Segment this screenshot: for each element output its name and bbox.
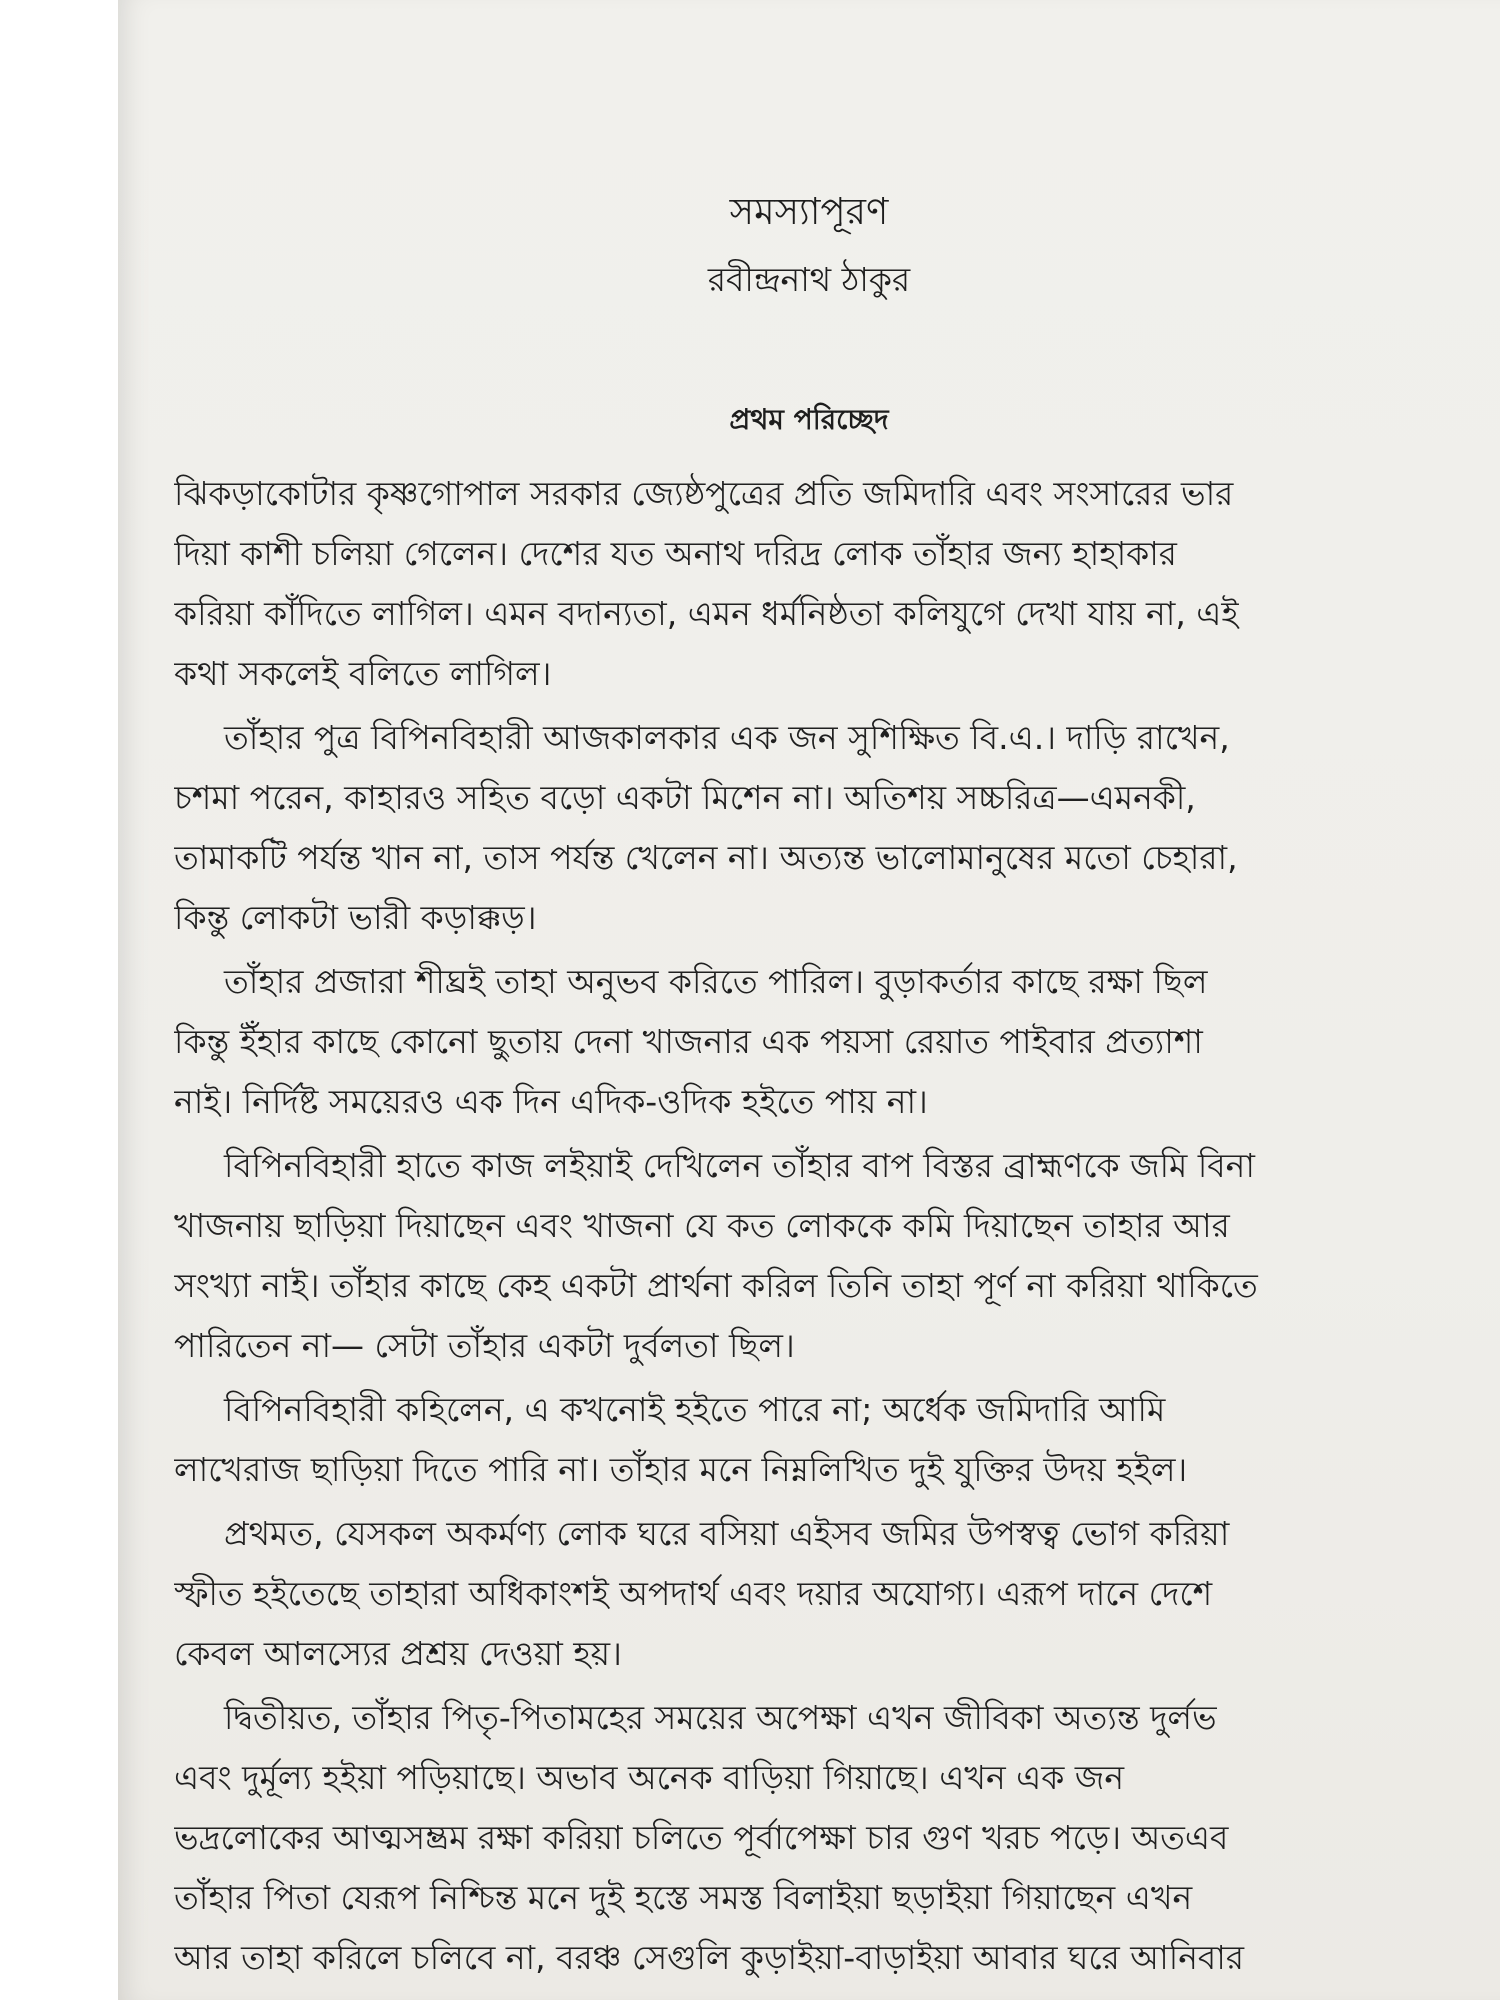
text-line: কথা সকলেই বলিতে লাগিল। <box>174 654 552 693</box>
text-line: আর তাহা করিলে চলিবে না, বরঞ্চ সেগুলি কুড়াইয়া-বাড়াইয়া আবার ঘরে আনিবার <box>174 1938 1245 1977</box>
text-line: বিপিনবিহারী হাতে কাজ লইয়াই দেখিলেন তাঁহার বাপ বিস্তর ব্রাহ্মণকে জমি বিনা <box>224 1146 1255 1185</box>
author-name: রবীন্দ্রনাথ ঠাকুর <box>707 260 911 299</box>
body-text <box>174 464 1429 1992</box>
paragraph <box>174 708 1429 948</box>
text-line: নাই। নির্দিষ্ট সময়েরও এক দিন এদিক-ওদিক হইতে পায় না। <box>174 1082 928 1121</box>
paragraph <box>174 464 1429 704</box>
text-line: তামাকটি পর্যন্ত খান না, তাস পর্যন্ত খেলেন না। অত্যন্ত ভালোমানুষের মতো চেহারা, <box>174 838 1238 877</box>
text-line: ঝিকড়াকোটার কৃষ্ণগোপাল সরকার জ্যেষ্ঠপুত্রের প্রতি জমিদারি এবং সংসারের ভার <box>174 474 1234 513</box>
text-line: প্রথমত, যেসকল অকর্মণ্য লোক ঘরে বসিয়া এইসব জমির উপস্বত্ব ভোগ করিয়া <box>224 1514 1230 1553</box>
text-line: এবং দুর্মূল্য হইয়া পড়িয়াছে। অভাব অনেক বাড়িয়া গিয়াছে। এখন এক জন <box>174 1758 1125 1797</box>
text-line: লাখেরাজ ছাড়িয়া দিতে পারি না। তাঁহার মনে নিম্নলিখিত দুই যুক্তির উদয় হইল। <box>174 1450 1188 1489</box>
text-line: দিয়া কাশী চলিয়া গেলেন। দেশের যত অনাথ দরিদ্র লোক তাঁহার জন্য হাহাকার <box>174 534 1177 573</box>
text-line: বিপিনবিহারী কহিলেন, এ কখনোই হইতে পারে না; অর্ধেক জমিদারি আমি <box>224 1390 1166 1429</box>
text-line: কিন্তু ইঁহার কাছে কোনো ছুতায় দেনা খাজনার এক পয়সা রেয়াত পাইবার প্রত্যাশা <box>174 1022 1203 1061</box>
paragraph <box>174 1136 1429 1376</box>
text-line: তাঁহার পুত্র বিপিনবিহারী আজকালকার এক জন সুশিক্ষিত বি.এ.। দাড়ি রাখেন, <box>224 718 1230 757</box>
story-title: সমস্যাপূরণ <box>729 190 889 233</box>
text-line: কিন্তু লোকটা ভারী কড়াক্কড়। <box>174 898 537 937</box>
text-line: চশমা পরেন, কাহারও সহিত বড়ো একটা মিশেন না। অতিশয় সচ্চরিত্র—এমনকী, <box>174 778 1196 817</box>
text-line: তাঁহার পিতা যেরূপ নিশ্চিন্ত মনে দুই হস্তে সমস্ত বিলাইয়া ছড়াইয়া গিয়াছেন এখন <box>174 1878 1193 1917</box>
text-line: খাজনায় ছাড়িয়া দিয়াছেন এবং খাজনা যে কত লোককে কমি দিয়াছেন তাহার আর <box>174 1206 1230 1245</box>
paragraph <box>174 1504 1429 1684</box>
chapter-heading: প্রথম পরিচ্ছেদ <box>729 403 889 436</box>
text-line: পারিতেন না— সেটা তাঁহার একটা দুর্বলতা ছিল। <box>174 1326 795 1365</box>
text-line: স্ফীত হইতেছে তাহারা অধিকাংশই অপদার্থ এবং দয়ার অযোগ্য। এরূপ দানে দেশে <box>174 1574 1213 1613</box>
paragraph <box>174 952 1429 1132</box>
text-line: সংখ্যা নাই। তাঁহার কাছে কেহ একটা প্রার্থনা করিল তিনি তাহা পূর্ণ না করিয়া থাকিতে <box>174 1266 1258 1305</box>
text-line: কেবল আলস্যের প্রশ্রয় দেওয়া হয়। <box>174 1634 622 1673</box>
text-line: ভদ্রলোকের আত্মসম্ভ্রম রক্ষা করিয়া চলিতে পূর্বাপেক্ষা চার গুণ খরচ পড়ে। অতএব <box>174 1818 1229 1857</box>
paragraph <box>174 1380 1429 1500</box>
text-line: তাঁহার প্রজারা শীঘ্রই তাহা অনুভব করিতে পারিল। বুড়াকর্তার কাছে রক্ষা ছিল <box>224 962 1208 1001</box>
paragraph <box>174 1688 1429 1988</box>
text-line: করিয়া কাঁদিতে লাগিল। এমন বদান্যতা, এমন ধর্মনিষ্ঠতা কলিযুগে দেখা যায় না, এই <box>174 594 1239 633</box>
book-page <box>118 0 1500 2000</box>
text-line: দ্বিতীয়ত, তাঁহার পিতৃ-পিতামহের সময়ের অপেক্ষা এখন জীবিকা অত্যন্ত দুর্লভ <box>224 1698 1217 1737</box>
